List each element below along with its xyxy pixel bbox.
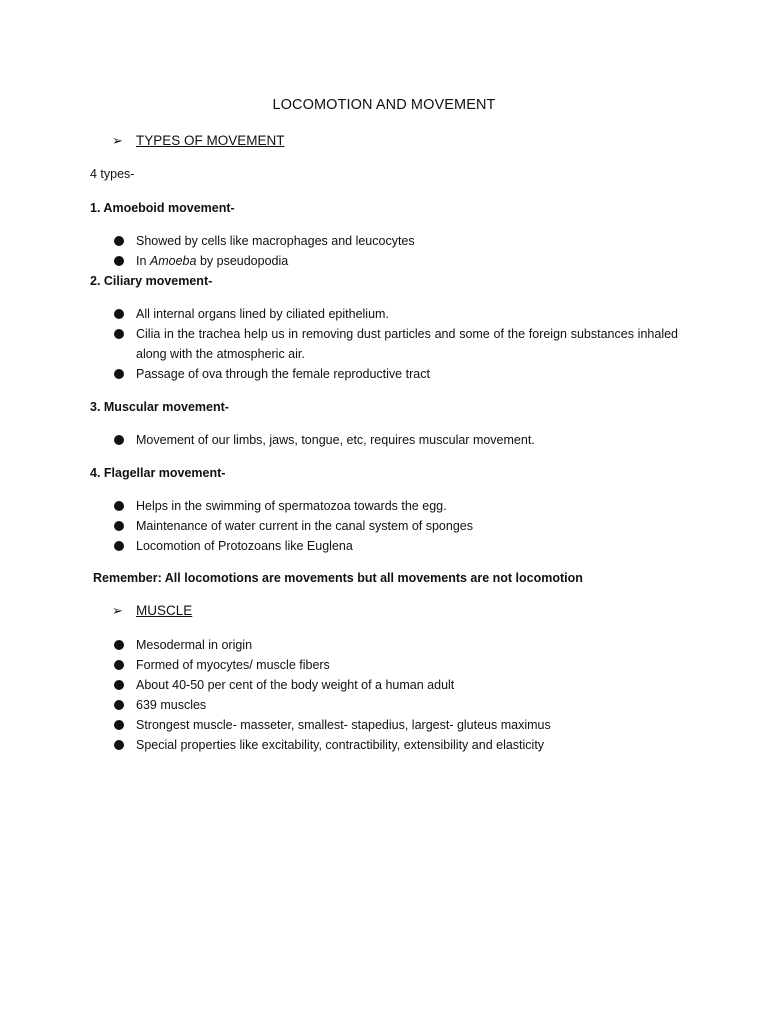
remember-note: Remember: All locomotions are movements but all movements are not locomotion (93, 571, 583, 585)
bullet-icon (114, 256, 124, 266)
subheading-muscular: 3. Muscular movement- (90, 400, 229, 414)
bullet-icon (114, 640, 124, 650)
list-item (112, 516, 678, 536)
bullet-icon (114, 541, 124, 551)
list-item (112, 304, 678, 324)
list-item (112, 536, 678, 556)
bullet-icon (114, 309, 124, 319)
list-item (112, 496, 678, 516)
muscle-list (112, 635, 678, 755)
arrow-bullet-icon: ➢ (112, 603, 123, 618)
list-item-text: Movement of our limbs, jaws, tongue, etc, requires muscular movement. (136, 433, 535, 447)
list-item-text: Special properties like excitability, contractibility, extensibility and elasticity (136, 738, 545, 752)
bullet-icon (114, 521, 124, 531)
list-item-text: Mesodermal in origin (136, 638, 253, 652)
list-item-text-suffix: by pseudopodia (196, 254, 289, 268)
list-item-text: Formed of myocytes/ muscle fibers (136, 658, 330, 672)
ciliary-list (112, 304, 678, 384)
flagellar-list (112, 496, 678, 556)
list-item-text: Maintenance of water current in the canal system of sponges (136, 519, 473, 533)
bullet-icon (114, 740, 124, 750)
list-item-text: Helps in the swimming of spermatozoa towards the egg. (136, 499, 447, 513)
list-item (112, 675, 678, 695)
muscular-list (112, 430, 678, 450)
list-item-text: 639 muscles (136, 698, 207, 712)
list-item (112, 430, 678, 450)
list-item (112, 635, 678, 655)
list-item-text: All internal organs lined by ciliated epithelium. (136, 307, 389, 321)
subheading-flagellar: 4. Flagellar movement- (90, 466, 226, 480)
bullet-icon (114, 720, 124, 730)
list-item-text: Showed by cells like macrophages and leucocytes (136, 234, 415, 248)
bullet-icon (114, 329, 124, 339)
page-title: LOCOMOTION AND MOVEMENT (272, 97, 496, 113)
section-heading-text: MUSCLE (136, 603, 193, 618)
section-heading-muscle (112, 601, 192, 621)
bullet-icon (114, 660, 124, 670)
intro-text: 4 types- (90, 167, 135, 181)
list-item (112, 735, 678, 755)
list-item-text: About 40-50 per cent of the body weight of a human adult (136, 678, 455, 692)
list-item-text: Cilia in the trachea help us in removing dust particles and some of the foreign substances inhaled along with the atmospheric air. (136, 327, 678, 361)
list-item-text-italic: Amoeba (149, 254, 197, 268)
list-item (112, 715, 678, 735)
list-item (112, 364, 678, 384)
bullet-icon (114, 501, 124, 511)
list-item-text: Passage of ova through the female reproductive tract (136, 367, 430, 381)
list-item (112, 695, 678, 715)
section-heading-text: TYPES OF MOVEMENT (136, 133, 285, 148)
subheading-amoeboid: 1. Amoeboid movement- (90, 201, 235, 215)
list-item-text-prefix: In (136, 254, 150, 268)
bullet-icon (114, 680, 124, 690)
list-item (112, 251, 678, 271)
bullet-icon (114, 236, 124, 246)
arrow-bullet-icon: ➢ (112, 133, 123, 148)
list-item-text: Locomotion of Protozoans like Euglena (136, 539, 353, 553)
amoeboid-list (112, 231, 678, 271)
list-item (112, 324, 678, 364)
list-item-text: Strongest muscle- masseter, smallest- stapedius, largest- gluteus maximus (136, 718, 551, 732)
subheading-ciliary: 2. Ciliary movement- (90, 274, 213, 288)
bullet-icon (114, 435, 124, 445)
section-heading-types-of-movement (112, 131, 285, 151)
bullet-icon (114, 369, 124, 379)
list-item (112, 655, 678, 675)
list-item (112, 231, 678, 251)
bullet-icon (114, 700, 124, 710)
